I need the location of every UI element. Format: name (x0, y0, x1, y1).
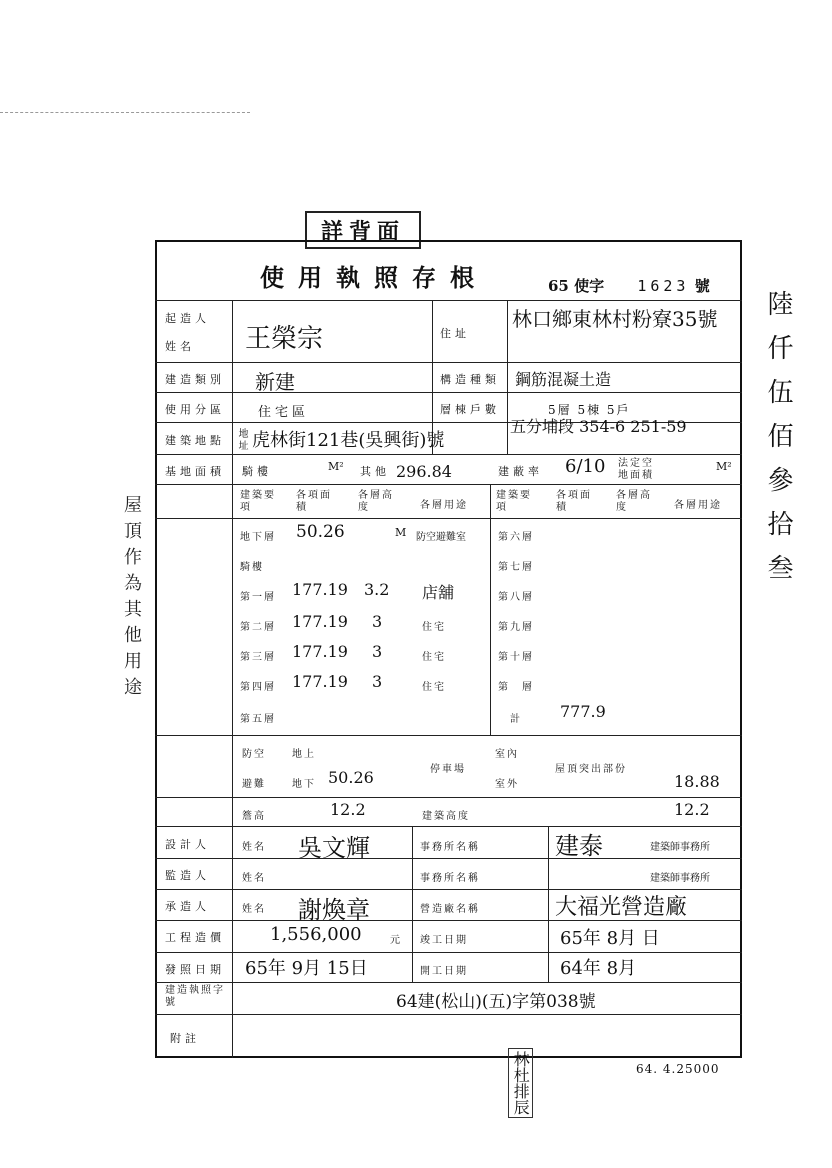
unit-m2: M² (716, 460, 732, 473)
row-divider (155, 454, 742, 455)
other-value: 296.84 (396, 462, 452, 481)
page-title: 使用執照存根 (260, 263, 488, 292)
side-note-text: 屋頂作為其他用途 (121, 495, 142, 703)
floor-area: 177.19 (292, 580, 348, 599)
start-value: 64年 8月 (560, 958, 637, 979)
cost-unit: 元 (390, 935, 402, 946)
building-height-value: 12.2 (674, 800, 710, 819)
floor-use: 店舖 (422, 583, 455, 602)
floor-label: 第 層 (498, 682, 534, 693)
building-height-label: 建築高度 (422, 811, 470, 822)
permit-number (548, 275, 710, 296)
coverage-label: 建蔽率 (498, 465, 543, 478)
floor-use: 住宅 (422, 652, 446, 663)
floor-label: 第五層 (240, 714, 276, 725)
supervisor-label: 監造人 (165, 869, 210, 882)
site-lot: 五分埔段 354-6 251-59 (510, 417, 687, 436)
base-area-label: 基地面積 (165, 465, 225, 478)
column-divider (232, 300, 233, 1058)
bottom-number: 64. 4.25000 (636, 1062, 720, 1076)
supervisor-office-label: 事務所名稱 (420, 873, 480, 884)
unit-m2: M² (328, 460, 344, 473)
outdoor-label: 室外 (495, 779, 519, 790)
column-divider (507, 300, 508, 454)
row-divider (155, 858, 742, 859)
legal-area-label: 法定空地面積 (618, 458, 654, 481)
eaves-label: 簷高 (242, 811, 266, 822)
floor-label: 第三層 (240, 652, 276, 663)
row-divider (155, 982, 742, 983)
floor-label: 第一層 (240, 592, 276, 603)
shelter-ground-label: 地上 (292, 749, 316, 760)
arcade-label: 騎樓 (242, 465, 272, 478)
unit-m: M (395, 526, 407, 539)
designer-name: 吳文輝 (298, 834, 370, 862)
build-type-label: 建造類別 (165, 373, 225, 386)
structure-label: 構造種類 (440, 373, 500, 386)
floor-height: 3.2 (364, 580, 390, 599)
floor-label: 第四層 (240, 682, 276, 693)
floor-height: 3 (372, 642, 383, 661)
supervisor-office-suffix: 建築師事務所 (650, 873, 710, 884)
supervisor-name-label: 姓名 (242, 873, 266, 884)
parking-label: 停車場 (430, 764, 466, 775)
finish-label: 竣工日期 (420, 935, 468, 946)
contractor-name: 謝煥章 (298, 896, 370, 924)
permit-ref-value: 64建(松山)(五)字第038號 (396, 992, 596, 1012)
floors-header-area: 各項面積 (296, 490, 332, 513)
floor-label: 地下層 (240, 532, 276, 543)
permit-prefix: 65 使字 (548, 277, 605, 295)
applicant-label: 起造人 (165, 312, 210, 325)
floors-header-area-right: 各項面積 (556, 490, 592, 513)
floor-area: 177.19 (292, 642, 348, 661)
back-stamp: 詳背面 (305, 211, 421, 249)
remarks-label: 附註 (170, 1032, 200, 1045)
structure-value: 鋼筋混凝土造 (515, 370, 612, 389)
floor-label: 第六層 (498, 532, 534, 543)
total-area: 777.9 (560, 702, 606, 721)
floor-label: 騎樓 (240, 562, 264, 573)
floor-label: 第九層 (498, 622, 534, 633)
floors-header-use-right: 各層用途 (674, 500, 722, 511)
floors-units-label: 層棟戶數 (440, 403, 500, 416)
issue-label: 發照日期 (165, 963, 225, 976)
permit-ref-label: 建造執照字號 (165, 985, 225, 1008)
column-divider (548, 826, 549, 982)
floor-use: 住宅 (422, 622, 446, 633)
site-address-label: 地址 (236, 428, 247, 452)
issue-value: 65年 9月 15日 (245, 958, 368, 979)
cost-label: 工程造價 (165, 931, 225, 944)
name-stamp: 林杜排辰 (508, 1048, 533, 1118)
applicant-name: 王榮宗 (245, 324, 324, 354)
row-divider (155, 797, 742, 798)
coverage-value: 6/10 (565, 456, 606, 477)
designer-name-label: 姓名 (242, 842, 266, 853)
row-divider (155, 1014, 742, 1015)
use-zone-label: 使用分區 (165, 403, 225, 416)
designer-label: 設計人 (165, 838, 210, 851)
floor-label: 第七層 (498, 562, 534, 573)
row-divider (155, 300, 742, 301)
row-divider (155, 826, 742, 827)
floor-area: 177.19 (292, 612, 348, 631)
floor-label: 第八層 (498, 592, 534, 603)
floor-area: 50.26 (296, 522, 345, 542)
row-divider (155, 735, 742, 736)
site-label: 建築地點 (165, 434, 225, 447)
side-amount-text: 陸仟伍佰參拾叁 (763, 290, 793, 598)
floor-height: 3 (372, 672, 383, 691)
contractor-name-label: 姓名 (242, 904, 266, 915)
factory-label: 營造廠名稱 (420, 904, 480, 915)
floor-height: 3 (372, 612, 383, 631)
finish-value: 65年 8月 日 (560, 928, 660, 949)
build-type-value: 新建 (255, 370, 295, 394)
permit-suffix: 號 (694, 277, 710, 295)
shelter-underground-label: 地下 (292, 779, 316, 790)
name-label: 姓名 (165, 340, 195, 353)
floor-label: 計 (510, 714, 522, 725)
row-divider (155, 362, 742, 363)
cost-value: 1,556,000 (270, 924, 362, 945)
site-address: 虎林街121巷(吳興街)號 (252, 430, 445, 451)
floors-header-height-right: 各層高度 (616, 490, 652, 513)
use-zone-value: 住宅區 (258, 405, 310, 420)
floor-use: 防空避難室 (416, 532, 466, 543)
address-label: 住址 (440, 327, 470, 340)
shelter-underground-value: 50.26 (328, 768, 374, 787)
floor-label: 第二層 (240, 622, 276, 633)
row-divider (155, 392, 742, 393)
shelter-label-2: 避難 (242, 779, 266, 790)
floor-area: 177.19 (292, 672, 348, 691)
contractor-factory: 大福光營造廠 (555, 895, 688, 920)
applicant-address: 林口鄉東林村粉寮35號 (512, 307, 718, 331)
roof-label: 屋頂突出部份 (555, 764, 627, 775)
designer-office: 建泰 (555, 832, 603, 860)
row-divider (155, 952, 742, 953)
floors-header-item-right: 建築要項 (496, 490, 532, 513)
other-label: 其他 (360, 465, 390, 478)
eaves-value: 12.2 (330, 800, 366, 819)
contractor-label: 承造人 (165, 900, 210, 913)
start-label: 開工日期 (420, 966, 468, 977)
office-label: 事務所名稱 (420, 842, 480, 853)
permit-number-value: 1623 (637, 277, 690, 295)
floor-use: 住宅 (422, 682, 446, 693)
floors-header-item: 建築要項 (240, 490, 276, 513)
column-divider (412, 826, 413, 982)
floors-units-value: 5層 5棟 5戶 (548, 403, 631, 417)
shelter-label-1: 防空 (242, 749, 266, 760)
row-divider (155, 518, 742, 519)
indoor-label: 室內 (495, 749, 519, 760)
office-suffix: 建築師事務所 (650, 842, 710, 853)
floors-header-use: 各層用途 (420, 500, 468, 511)
column-divider (490, 484, 491, 735)
roof-value: 18.88 (674, 772, 720, 791)
row-divider (155, 484, 742, 485)
scan-artifact-line (0, 112, 250, 113)
floors-header-height: 各層高度 (358, 490, 394, 513)
floor-label: 第十層 (498, 652, 534, 663)
